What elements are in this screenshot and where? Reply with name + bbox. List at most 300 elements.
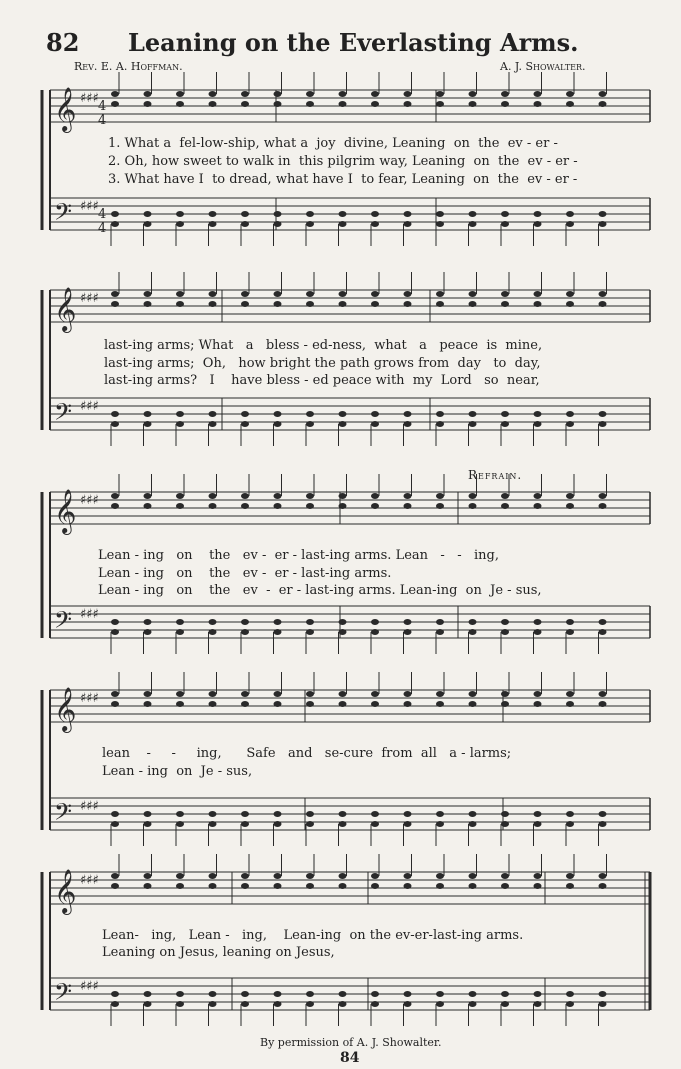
note-head-icon [306, 883, 314, 889]
note-head-icon [306, 221, 314, 227]
note-head-icon [501, 301, 509, 307]
note-head-icon [176, 411, 184, 417]
note-head-icon [339, 619, 347, 625]
bass-clef-icon: 𝄢 [54, 606, 73, 639]
note-head-icon [436, 1001, 444, 1007]
note-head-icon [566, 411, 574, 417]
note-head-icon [404, 91, 412, 97]
note-head-icon [599, 883, 607, 889]
refrain-label: Refrain. [468, 468, 523, 482]
note-head-icon [534, 873, 542, 879]
note-head-icon [501, 883, 509, 889]
note-head-icon [176, 421, 184, 427]
note-head-icon [306, 211, 314, 217]
note-head-icon [501, 421, 509, 427]
note-head-icon [241, 503, 249, 509]
note-head-icon [241, 301, 249, 307]
note-head-icon [566, 1001, 574, 1007]
note-head-icon [274, 411, 282, 417]
note-head-icon [111, 421, 119, 427]
note-head-icon [599, 701, 607, 707]
note-head-icon [306, 101, 314, 107]
key-signature-icon: ♯♯♯ [80, 291, 99, 306]
note-head-icon [176, 883, 184, 889]
note-head-icon [436, 493, 444, 499]
note-head-icon [274, 291, 282, 297]
note-head-icon [469, 811, 477, 817]
note-head-icon [404, 101, 412, 107]
note-head-icon [404, 821, 412, 827]
note-head-icon [534, 821, 542, 827]
note-head-icon [274, 101, 282, 107]
note-head-icon [566, 301, 574, 307]
bass-clef-icon: 𝄢 [54, 198, 73, 231]
note-head-icon [599, 629, 607, 635]
note-head-icon [404, 1001, 412, 1007]
note-head-icon [436, 503, 444, 509]
note-head-icon [111, 701, 119, 707]
note-head-icon [566, 701, 574, 707]
note-head-icon [404, 291, 412, 297]
note-head-icon [404, 421, 412, 427]
note-head-icon [339, 291, 347, 297]
note-head-icon [176, 691, 184, 697]
hymn-number: 82 [46, 28, 80, 57]
note-head-icon [436, 411, 444, 417]
note-head-icon [144, 691, 152, 697]
note-head-icon [534, 811, 542, 817]
note-head-icon [339, 211, 347, 217]
note-head-icon [339, 411, 347, 417]
bass-clef-icon: 𝄢 [54, 978, 73, 1011]
note-head-icon [566, 291, 574, 297]
note-head-icon [339, 493, 347, 499]
note-head-icon [469, 821, 477, 827]
note-head-icon [274, 629, 282, 635]
note-head-icon [339, 91, 347, 97]
note-head-icon [371, 291, 379, 297]
note-head-icon [339, 1001, 347, 1007]
note-head-icon [241, 211, 249, 217]
note-head-icon [371, 701, 379, 707]
note-head-icon [436, 421, 444, 427]
note-head-icon [404, 691, 412, 697]
hymn-title: Leaning on the Everlasting Arms. [128, 28, 579, 57]
note-head-icon [469, 421, 477, 427]
note-head-icon [501, 991, 509, 997]
note-head-icon [534, 619, 542, 625]
note-head-icon [339, 503, 347, 509]
note-head-icon [274, 221, 282, 227]
lyric-line: last-ing arms; What a bless - ed-ness, what a peace is mine, [104, 338, 543, 353]
note-head-icon [144, 1001, 152, 1007]
note-head-icon [274, 91, 282, 97]
note-head-icon [209, 411, 217, 417]
note-head-icon [111, 493, 119, 499]
author-credit: Rev. E. A. Hoffman. [74, 60, 183, 73]
note-head-icon [566, 883, 574, 889]
note-head-icon [144, 91, 152, 97]
note-head-icon [371, 811, 379, 817]
note-head-icon [566, 101, 574, 107]
note-head-icon [599, 211, 607, 217]
note-head-icon [404, 873, 412, 879]
note-head-icon [501, 221, 509, 227]
note-head-icon [436, 619, 444, 625]
note-head-icon [501, 493, 509, 499]
note-head-icon [534, 701, 542, 707]
note-head-icon [306, 301, 314, 307]
note-head-icon [144, 301, 152, 307]
note-head-icon [371, 301, 379, 307]
note-head-icon [209, 503, 217, 509]
note-head-icon [144, 873, 152, 879]
note-head-icon [501, 811, 509, 817]
time-signature-icon: 4 [98, 221, 107, 236]
note-head-icon [469, 493, 477, 499]
note-head-icon [306, 629, 314, 635]
bass-clef-icon: 𝄢 [54, 398, 73, 431]
note-head-icon [339, 691, 347, 697]
note-head-icon [274, 821, 282, 827]
note-head-icon [144, 619, 152, 625]
note-head-icon [469, 629, 477, 635]
note-head-icon [241, 991, 249, 997]
note-head-icon [241, 629, 249, 635]
note-head-icon [111, 619, 119, 625]
note-head-icon [111, 883, 119, 889]
note-head-icon [339, 821, 347, 827]
note-head-icon [469, 701, 477, 707]
time-signature-icon: 4 [98, 113, 107, 128]
note-head-icon [241, 421, 249, 427]
note-head-icon [469, 503, 477, 509]
note-head-icon [404, 701, 412, 707]
note-head-icon [306, 291, 314, 297]
note-head-icon [534, 421, 542, 427]
note-head-icon [566, 91, 574, 97]
note-head-icon [209, 211, 217, 217]
note-head-icon [209, 301, 217, 307]
note-head-icon [306, 991, 314, 997]
note-head-icon [371, 493, 379, 499]
treble-clef-icon: 𝄞 [54, 687, 77, 731]
note-head-icon [209, 873, 217, 879]
note-head-icon [566, 421, 574, 427]
note-head-icon [176, 619, 184, 625]
note-head-icon [534, 991, 542, 997]
note-head-icon [436, 629, 444, 635]
note-head-icon [404, 619, 412, 625]
note-head-icon [241, 873, 249, 879]
note-head-icon [436, 291, 444, 297]
note-head-icon [436, 691, 444, 697]
note-head-icon [534, 91, 542, 97]
note-head-icon [339, 301, 347, 307]
note-head-icon [111, 411, 119, 417]
note-head-icon [599, 619, 607, 625]
note-head-icon [566, 221, 574, 227]
note-head-icon [371, 503, 379, 509]
note-head-icon [566, 873, 574, 879]
note-head-icon [111, 291, 119, 297]
note-head-icon [209, 493, 217, 499]
lyric-line: Leaning on Jesus, leaning on Jesus, [102, 945, 335, 960]
note-head-icon [176, 211, 184, 217]
note-head-icon [469, 411, 477, 417]
note-head-icon [534, 503, 542, 509]
note-head-icon [144, 291, 152, 297]
note-head-icon [306, 821, 314, 827]
note-head-icon [566, 619, 574, 625]
note-head-icon [436, 301, 444, 307]
note-head-icon [599, 991, 607, 997]
note-head-icon [144, 503, 152, 509]
note-head-icon [111, 629, 119, 635]
lyric-line: Lean - ing on Je - sus, [102, 764, 253, 779]
lyric-line: Lean - ing on the ev - er - last-ing arms. [98, 566, 392, 581]
page-number: 84 [340, 1050, 360, 1066]
note-head-icon [599, 291, 607, 297]
note-head-icon [144, 811, 152, 817]
note-head-icon [176, 91, 184, 97]
note-head-icon [566, 629, 574, 635]
note-head-icon [501, 629, 509, 635]
note-head-icon [599, 421, 607, 427]
note-head-icon [371, 619, 379, 625]
note-head-icon [209, 629, 217, 635]
lyric-line: 1. What a fel-low-ship, what a joy divine, Leaning on the ev - er - [108, 136, 558, 151]
note-head-icon [534, 301, 542, 307]
note-head-icon [436, 873, 444, 879]
note-head-icon [534, 291, 542, 297]
permission-note: By permission of A. J. Showalter. [260, 1036, 442, 1049]
note-head-icon [534, 691, 542, 697]
note-head-icon [566, 821, 574, 827]
note-head-icon [144, 421, 152, 427]
composer-credit: A. J. Showalter. [500, 60, 586, 73]
note-head-icon [111, 101, 119, 107]
note-head-icon [144, 883, 152, 889]
note-head-icon [599, 493, 607, 499]
note-head-icon [501, 411, 509, 417]
note-head-icon [534, 221, 542, 227]
note-head-icon [176, 811, 184, 817]
note-head-icon [404, 301, 412, 307]
lyric-line: lean - - ing, Safe and se-cure from all a - larms; [102, 746, 512, 761]
key-signature-icon: ♯♯♯ [80, 91, 99, 106]
note-head-icon [209, 811, 217, 817]
key-signature-icon: ♯♯♯ [80, 607, 99, 622]
note-head-icon [599, 691, 607, 697]
note-head-icon [274, 883, 282, 889]
note-head-icon [469, 619, 477, 625]
note-head-icon [209, 421, 217, 427]
time-signature-icon: 4 [98, 99, 107, 114]
note-head-icon [176, 493, 184, 499]
note-head-icon [144, 821, 152, 827]
note-head-icon [371, 101, 379, 107]
note-head-icon [144, 629, 152, 635]
note-head-icon [371, 421, 379, 427]
lyric-line: 2. Oh, how sweet to walk in this pilgrim way, Leaning on the ev - er - [108, 154, 578, 169]
note-head-icon [501, 291, 509, 297]
note-head-icon [371, 821, 379, 827]
note-head-icon [534, 629, 542, 635]
note-head-icon [274, 1001, 282, 1007]
note-head-icon [599, 503, 607, 509]
note-head-icon [371, 991, 379, 997]
note-head-icon [144, 411, 152, 417]
note-head-icon [501, 619, 509, 625]
note-head-icon [209, 991, 217, 997]
note-head-icon [404, 211, 412, 217]
note-head-icon [339, 811, 347, 817]
note-head-icon [404, 503, 412, 509]
note-head-icon [339, 421, 347, 427]
bass-clef-icon: 𝄢 [54, 798, 73, 831]
note-head-icon [501, 101, 509, 107]
note-head-icon [371, 873, 379, 879]
note-head-icon [436, 91, 444, 97]
note-head-icon [501, 873, 509, 879]
note-head-icon [176, 1001, 184, 1007]
note-head-icon [209, 221, 217, 227]
note-head-icon [241, 91, 249, 97]
note-head-icon [371, 691, 379, 697]
note-head-icon [534, 101, 542, 107]
note-head-icon [599, 411, 607, 417]
note-head-icon [436, 221, 444, 227]
note-head-icon [241, 883, 249, 889]
note-head-icon [404, 811, 412, 817]
note-head-icon [371, 883, 379, 889]
note-head-icon [111, 221, 119, 227]
note-head-icon [306, 811, 314, 817]
lyric-line: Lean- ing, Lean - ing, Lean-ing on the ev-er-last-ing arms. [102, 928, 524, 943]
note-head-icon [111, 301, 119, 307]
note-head-icon [534, 883, 542, 889]
key-signature-icon: ♯♯♯ [80, 979, 99, 994]
note-head-icon [469, 291, 477, 297]
time-signature-icon: 4 [98, 207, 107, 222]
note-head-icon [404, 493, 412, 499]
note-head-icon [111, 811, 119, 817]
lyric-line: Lean - ing on the ev - er - last-ing arms. Lean-ing on Je - sus, [98, 583, 542, 598]
note-head-icon [501, 821, 509, 827]
note-head-icon [209, 91, 217, 97]
note-head-icon [534, 211, 542, 217]
key-signature-icon: ♯♯♯ [80, 799, 99, 814]
note-head-icon [241, 619, 249, 625]
note-head-icon [274, 421, 282, 427]
note-head-icon [241, 493, 249, 499]
key-signature-icon: ♯♯♯ [80, 399, 99, 414]
note-head-icon [209, 291, 217, 297]
note-head-icon [306, 619, 314, 625]
note-head-icon [241, 821, 249, 827]
note-head-icon [241, 101, 249, 107]
note-head-icon [241, 691, 249, 697]
note-head-icon [469, 883, 477, 889]
note-head-icon [501, 701, 509, 707]
note-head-icon [404, 883, 412, 889]
note-head-icon [111, 873, 119, 879]
note-head-icon [371, 1001, 379, 1007]
note-head-icon [436, 821, 444, 827]
note-head-icon [306, 691, 314, 697]
note-head-icon [599, 301, 607, 307]
lyric-line: last-ing arms? I have bless - ed peace with my Lord so near, [104, 373, 540, 388]
note-head-icon [599, 101, 607, 107]
note-head-icon [306, 421, 314, 427]
note-head-icon [371, 411, 379, 417]
note-head-icon [339, 221, 347, 227]
note-head-icon [534, 411, 542, 417]
note-head-icon [339, 991, 347, 997]
note-head-icon [566, 991, 574, 997]
key-signature-icon: ♯♯♯ [80, 691, 99, 706]
note-head-icon [599, 873, 607, 879]
key-signature-icon: ♯♯♯ [80, 493, 99, 508]
note-head-icon [339, 873, 347, 879]
note-head-icon [176, 629, 184, 635]
note-head-icon [274, 701, 282, 707]
lyric-line: last-ing arms; Oh, how bright the path grows from day to day, [104, 356, 541, 371]
note-head-icon [111, 821, 119, 827]
note-head-icon [274, 991, 282, 997]
note-head-icon [241, 1001, 249, 1007]
lyric-line: 3. What have I to dread, what have I to fear, Leaning on the ev - er - [108, 172, 578, 187]
note-head-icon [501, 691, 509, 697]
note-head-icon [469, 91, 477, 97]
note-head-icon [436, 991, 444, 997]
note-head-icon [599, 221, 607, 227]
note-head-icon [339, 101, 347, 107]
note-head-icon [469, 211, 477, 217]
note-head-icon [274, 691, 282, 697]
note-head-icon [111, 91, 119, 97]
note-head-icon [111, 991, 119, 997]
note-head-icon [241, 411, 249, 417]
note-head-icon [599, 1001, 607, 1007]
note-head-icon [306, 493, 314, 499]
note-head-icon [469, 1001, 477, 1007]
note-head-icon [501, 503, 509, 509]
note-head-icon [111, 503, 119, 509]
note-head-icon [176, 991, 184, 997]
note-head-icon [274, 811, 282, 817]
note-head-icon [339, 701, 347, 707]
note-head-icon [306, 1001, 314, 1007]
key-signature-icon: ♯♯♯ [80, 873, 99, 888]
treble-clef-icon: 𝄞 [54, 489, 77, 533]
note-head-icon [111, 1001, 119, 1007]
note-head-icon [274, 503, 282, 509]
note-head-icon [306, 91, 314, 97]
note-head-icon [306, 503, 314, 509]
note-head-icon [176, 873, 184, 879]
note-head-icon [209, 883, 217, 889]
note-head-icon [274, 619, 282, 625]
note-head-icon [469, 301, 477, 307]
note-head-icon [501, 91, 509, 97]
note-head-icon [404, 629, 412, 635]
note-head-icon [436, 811, 444, 817]
note-head-icon [176, 503, 184, 509]
note-head-icon [599, 821, 607, 827]
note-head-icon [436, 101, 444, 107]
